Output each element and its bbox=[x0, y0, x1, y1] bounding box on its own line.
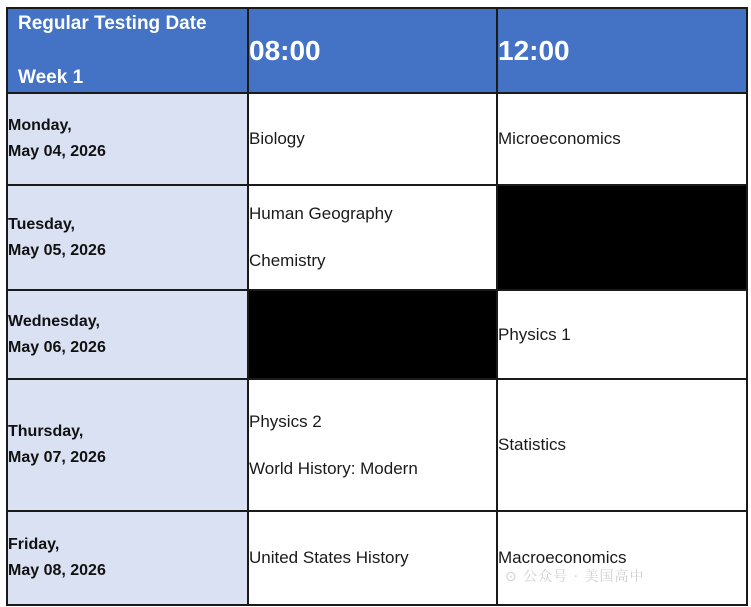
exam-name: Macroeconomics bbox=[498, 548, 627, 567]
exam-cell-1200 bbox=[497, 379, 747, 511]
exam-cell-1200 bbox=[497, 93, 747, 185]
table-row bbox=[7, 379, 747, 511]
table-row bbox=[7, 511, 747, 605]
exam-name: Physics 2 bbox=[249, 411, 322, 431]
table-row bbox=[7, 185, 747, 290]
date-cell bbox=[7, 511, 248, 605]
time-header-0800: 08:00 bbox=[248, 8, 497, 93]
exam-cell-1200 bbox=[497, 511, 747, 605]
week-label: Week 1 bbox=[18, 67, 84, 88]
day-label: Thursday, bbox=[8, 423, 84, 440]
date-cell bbox=[7, 185, 248, 290]
table-title: Regular Testing Date bbox=[18, 13, 207, 34]
header-title-cell bbox=[7, 8, 248, 93]
exam-cell-1200 bbox=[497, 290, 747, 379]
exam-name: Biology bbox=[249, 129, 305, 148]
date-label: May 06, 2026 bbox=[8, 338, 106, 356]
exam-name: World History: Modern bbox=[249, 458, 418, 478]
table-row bbox=[7, 93, 747, 185]
exam-name: Microeconomics bbox=[498, 129, 621, 148]
exam-name: Human Geography bbox=[249, 204, 393, 223]
exam-cell-0800 bbox=[248, 185, 497, 290]
day-label: Wednesday, bbox=[8, 312, 100, 330]
date-label: May 05, 2026 bbox=[8, 241, 106, 259]
date-label: May 08, 2026 bbox=[8, 562, 106, 579]
blocked-cell bbox=[497, 185, 747, 290]
exam-name: United States History bbox=[249, 548, 409, 567]
exam-cell-0800 bbox=[248, 93, 497, 185]
day-label: Tuesday, bbox=[8, 215, 75, 233]
exam-cell-0800 bbox=[248, 379, 497, 511]
day-label: Friday, bbox=[8, 536, 60, 553]
exam-schedule-table bbox=[6, 7, 748, 606]
exam-name: Chemistry bbox=[249, 251, 326, 270]
table-row bbox=[7, 290, 747, 379]
blocked-cell bbox=[248, 290, 497, 379]
watermark: ⊙ 公众号 · 美国高中 bbox=[505, 569, 645, 585]
exam-cell-0800 bbox=[248, 511, 497, 605]
day-label: Monday, bbox=[8, 117, 72, 134]
date-label: May 07, 2026 bbox=[8, 449, 106, 466]
exam-name: Statistics bbox=[498, 435, 567, 454]
exam-name: Physics 1 bbox=[498, 324, 571, 344]
date-label: May 04, 2026 bbox=[8, 143, 106, 160]
date-cell bbox=[7, 290, 248, 379]
date-cell bbox=[7, 93, 248, 185]
header-row bbox=[7, 8, 747, 93]
date-cell bbox=[7, 379, 248, 511]
time-header-1200: 12:00 bbox=[497, 8, 747, 93]
